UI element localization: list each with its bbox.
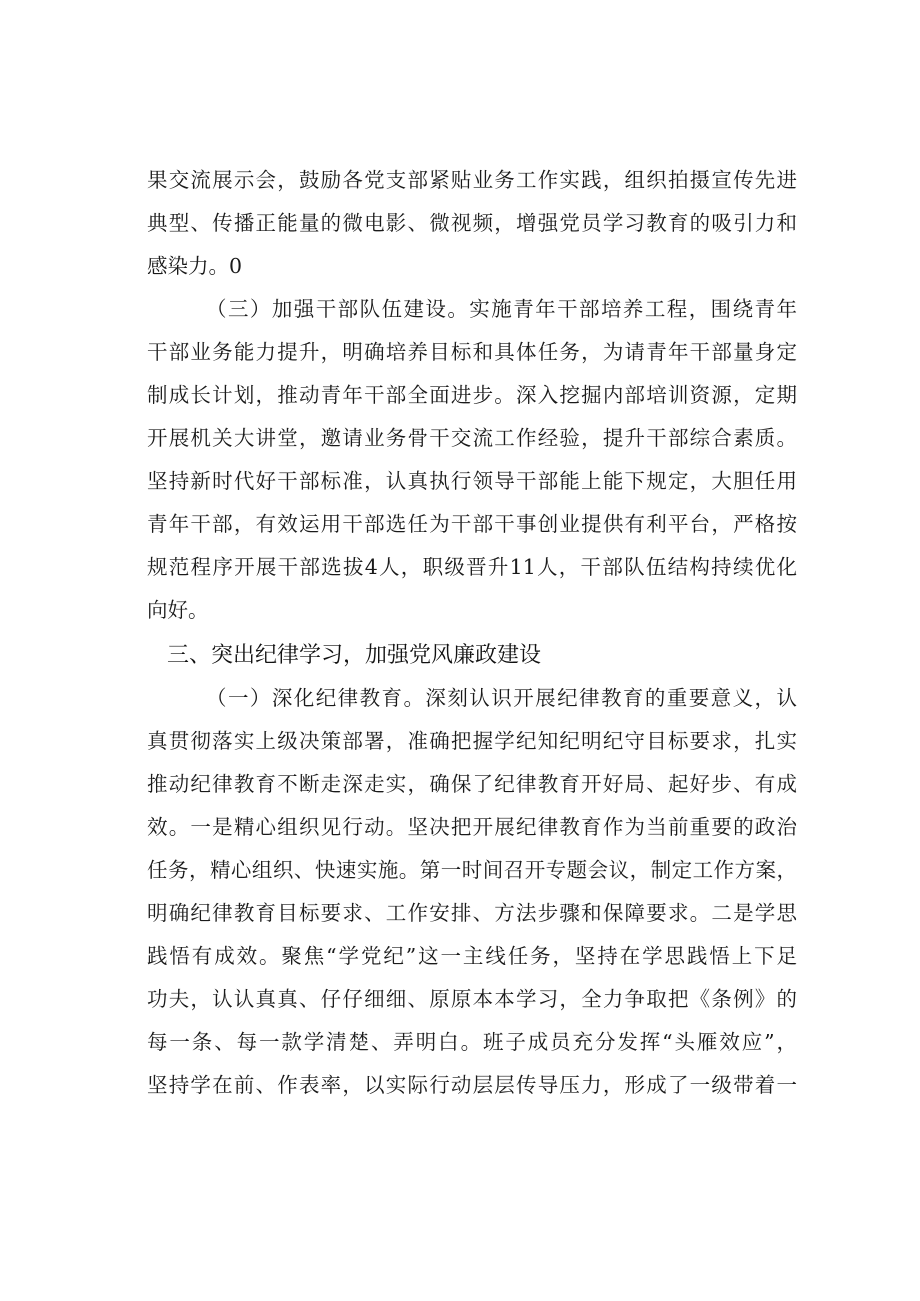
paragraph-3-line-8: 功夫，认认真真、仔仔细细、原原本本学习，全力争取把《条例》的 (147, 987, 797, 1011)
paragraph-3-line-7: 践悟有成效。聚焦“学党纪”这一主线任务，坚持在学思践悟上下足 (147, 944, 797, 968)
paragraph-2-line-6: 青年干部，有效运用干部选任为干部干事创业提供有利平台，严格按 (147, 512, 797, 536)
paragraph-2-line-1: （三）加强干部队伍建设。实施青年干部培养工程，围绕青年 (206, 297, 797, 321)
paragraph-2-line-8: 向好。 (147, 598, 209, 622)
paragraph-3-line-6: 明确纪律教育目标要求、工作安排、方法步骤和保障要求。二是学思 (147, 901, 797, 925)
paragraph-3-line-3: 推动纪律教育不断走深走实，确保了纪律教育开好局、起好步、有成 (147, 772, 797, 796)
paragraph-1-line-3: 感染力。0 (147, 254, 243, 278)
paragraph-3-line-5: 任务，精心组织、快速实施。第一时间召开专题会议，制定工作方案， (147, 858, 797, 882)
paragraph-3-line-10: 坚持学在前、作表率，以实际行动层层传导压力，形成了一级带着一 (147, 1073, 797, 1097)
paragraph-3-line-2: 真贯彻落实上级决策部署，准确把握学纪知纪明纪守目标要求，扎实 (147, 729, 797, 753)
paragraph-3-line-1: （一）深化纪律教育。深刻认识开展纪律教育的重要意义，认 (206, 686, 797, 710)
paragraph-2-line-2: 干部业务能力提升，明确培养目标和具体任务，为请青年干部量身定 (147, 340, 797, 364)
paragraph-3-line-4: 效。一是精心组织见行动。坚决把开展纪律教育作为当前重要的政治 (147, 815, 797, 839)
paragraph-3-line-9: 每一条、每一款学清楚、弄明白。班子成员充分发挥“头雁效应”， (147, 1030, 797, 1054)
paragraph-1-line-1: 果交流展示会，鼓励各党支部紧贴业务工作实践，组织拍摄宣传先进 (147, 168, 797, 192)
paragraph-1-line-2: 典型、传播正能量的微电影、微视频，增强党员学习教育的吸引力和 (147, 211, 797, 235)
paragraph-2-line-7: 规范程序开展干部选拔4人，职级晋升11人，干部队伍结构持续优化 (147, 555, 797, 579)
paragraph-2-line-5: 坚持新时代好干部标准，认真执行领导干部能上能下规定，大胆任用 (147, 469, 797, 493)
paragraph-2-line-4: 开展机关大讲堂，邀请业务骨干交流工作经验，提升干部综合素质。 (147, 426, 797, 450)
paragraph-2-line-3: 制成长计划，推动青年干部全面进步。深入挖掘内部培训资源，定期 (147, 383, 797, 407)
section-heading: 三、突出纪律学习，加强党风廉政建设 (167, 643, 542, 668)
